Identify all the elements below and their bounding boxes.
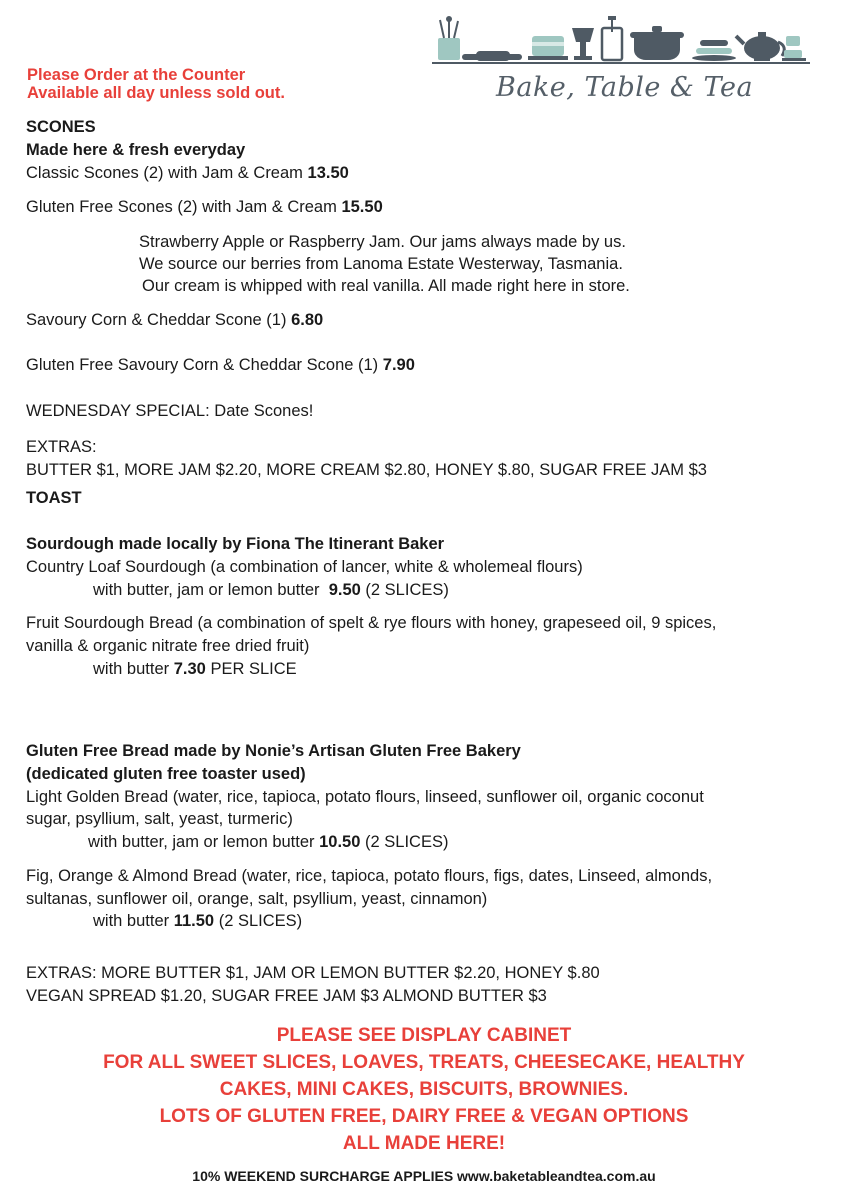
item-price: 6.80 — [291, 311, 324, 329]
scones-heading: SCONES — [26, 118, 96, 136]
scones-subheading: Made here & fresh everyday — [26, 141, 246, 159]
french-press-icon — [602, 16, 622, 60]
dutch-oven-icon — [630, 26, 684, 60]
teapot-icon — [736, 32, 784, 61]
cabinet-line: ALL MADE HERE! — [342, 1133, 506, 1154]
menu-item-gf-savoury-scone — [26, 355, 415, 375]
serving-text: with butter — [93, 912, 170, 930]
item-price: 13.50 — [307, 164, 349, 182]
light-golden-desc-1: Light Golden Bread (water, rice, tapioca, potato flours, linseed, sunflower oil, organic coconut — [26, 788, 704, 806]
fig-orange-almond-desc-2: sultanas, sunflower oil, orange, salt, psyllium, yeast, cinnamon) — [26, 890, 488, 908]
availability-text: Available all day unless sold out. — [27, 84, 285, 102]
item-price: 9.50 — [328, 581, 361, 599]
fig-orange-almond-price-line — [93, 911, 302, 931]
fig-orange-almond-desc-1: Fig, Orange & Almond Bread (water, rice, tapioca, potato flours, figs, dates, Linseed, almonds, — [26, 867, 713, 885]
gluten-free-bread-heading: Gluten Free Bread made by Nonie’s Artisan Gluten Free Bakery — [26, 742, 521, 760]
rolling-pin-icon — [462, 51, 522, 61]
item-name: Savoury Corn & Cheddar Scone (1) — [26, 311, 287, 329]
cake-stand-icon — [572, 28, 594, 60]
item-price: 7.90 — [382, 356, 415, 374]
kitchenware-illustration — [432, 14, 810, 66]
scones-extras-label: EXTRAS: — [26, 438, 97, 456]
weekend-surcharge-notice: 10% WEEKEND SURCHARGE APPLIES www.baketableandtea.com.au — [192, 1168, 656, 1184]
menu-item-classic-scones — [26, 163, 349, 183]
cabinet-line: LOTS OF GLUTEN FREE, DAIRY FREE & VEGAN OPTIONS — [159, 1106, 689, 1127]
utensil-crock-icon — [438, 16, 460, 60]
order-notice — [27, 66, 285, 102]
gluten-free-toaster-note: (dedicated gluten free toaster used) — [26, 765, 306, 783]
display-cabinet-notice — [0, 1022, 848, 1157]
cabinet-line: CAKES, MINI CAKES, BISCUITS, BROWNIES. — [219, 1079, 629, 1100]
sourdough-heading: Sourdough made locally by Fiona The Itinerant Baker — [26, 535, 445, 553]
cake-icon — [528, 36, 568, 60]
order-at-counter-text: Please Order at the Counter — [27, 66, 246, 84]
cabinet-line: FOR ALL SWEET SLICES, LOAVES, TREATS, CHEESECAKE, HEALTHY — [103, 1052, 745, 1073]
item-price: 7.30 — [173, 660, 206, 678]
fruit-sourdough-price-line — [93, 659, 297, 679]
item-name: Gluten Free Savoury Corn & Cheddar Scone (1) — [26, 356, 379, 374]
cabinet-line: PLEASE SEE DISPLAY CABINET — [276, 1025, 572, 1046]
toast-extras-line-1: EXTRAS: MORE BUTTER $1, JAM OR LEMON BUTTER $2.20, HONEY $.80 — [26, 964, 600, 982]
fruit-sourdough-desc-2: vanilla & organic nitrate free dried fruit) — [26, 637, 310, 655]
menu-item-savoury-scone — [26, 310, 323, 330]
item-price: 10.50 — [319, 833, 361, 851]
country-loaf-price-line — [93, 580, 449, 600]
serving-text: with butter, jam or lemon butter — [93, 581, 320, 599]
country-loaf-description: Country Loaf Sourdough (a combination of lancer, white & wholemeal flours) — [26, 558, 583, 576]
scones-extras: BUTTER $1, MORE JAM $2.20, MORE CREAM $2.80, HONEY $.80, SUGAR FREE JAM $3 — [26, 461, 707, 479]
wednesday-special: WEDNESDAY SPECIAL: Date Scones! — [26, 402, 314, 420]
serving-qty: (2 SLICES) — [218, 912, 303, 930]
cream-note-line-3: Our cream is whipped with real vanilla. All made right here in store. — [142, 277, 630, 295]
plate-stack-icon — [692, 40, 736, 61]
bake-table-tea-logo — [432, 14, 810, 108]
serving-qty: PER SLICE — [210, 660, 297, 678]
item-price: 15.50 — [341, 198, 383, 216]
toast-extras-line-2: VEGAN SPREAD $1.20, SUGAR FREE JAM $3 ALMOND BUTTER $3 — [26, 987, 547, 1005]
jam-note-line-1: Strawberry Apple or Raspberry Jam. Our jams always made by us. — [139, 233, 626, 251]
fruit-sourdough-desc-1: Fruit Sourdough Bread (a combination of spelt & rye flours with honey, grapeseed oil, 9 spices, — [26, 614, 717, 632]
item-price: 11.50 — [173, 912, 215, 930]
item-name: Classic Scones (2) with Jam & Cream — [26, 164, 303, 182]
serving-text: with butter — [93, 660, 170, 678]
light-golden-desc-2: sugar, psyllium, salt, yeast, turmeric) — [26, 810, 293, 828]
item-name: Gluten Free Scones (2) with Jam & Cream — [26, 198, 337, 216]
serving-text: with butter, jam or lemon butter — [88, 833, 315, 851]
toast-heading: TOAST — [26, 489, 82, 507]
berries-note-line-2: We source our berries from Lanoma Estate Westerway, Tasmania. — [139, 255, 623, 273]
serving-qty: (2 SLICES) — [365, 581, 449, 599]
menu-item-gf-scones — [26, 197, 383, 217]
logo-wordmark: Bake, Table & Tea — [496, 72, 754, 103]
light-golden-price-line — [88, 832, 448, 852]
serving-qty: (2 SLICES) — [365, 833, 449, 851]
